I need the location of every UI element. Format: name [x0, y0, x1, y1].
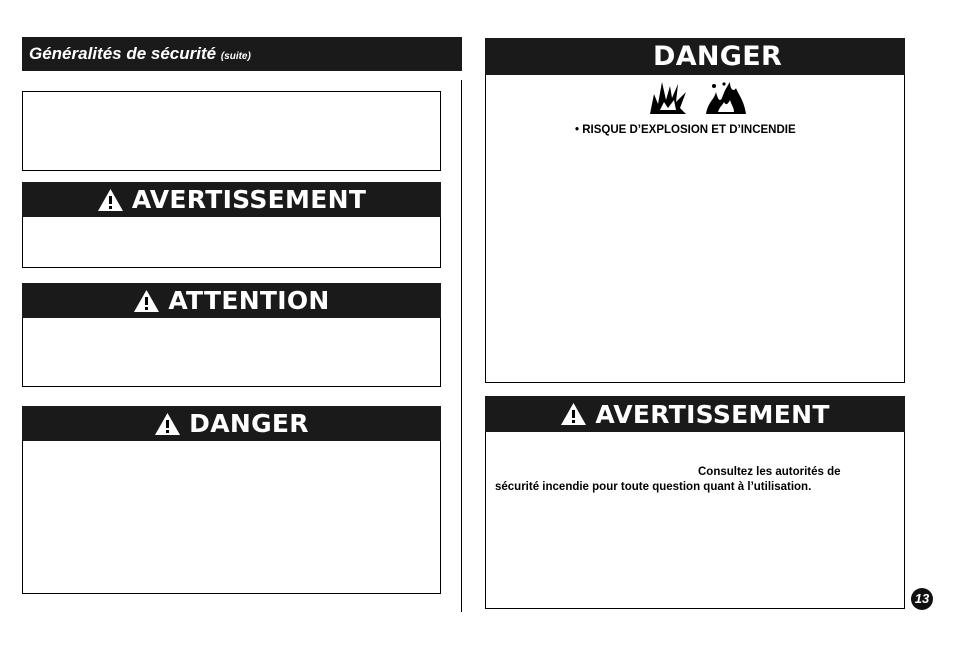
- danger-bar-right: [485, 38, 905, 75]
- avertissement-bar-left: [22, 182, 441, 217]
- warning-triangle-icon: [560, 402, 587, 426]
- danger-box-right: [485, 38, 905, 383]
- avertissement-label-right: AVERTISSEMENT: [595, 399, 830, 429]
- notice-box: [22, 91, 441, 171]
- attention-label: ATTENTION: [168, 286, 330, 315]
- section-title: Généralités de sécurité: [29, 44, 217, 63]
- avertissement-label-left: AVERTISSEMENT: [131, 185, 367, 214]
- fire-authority-text-line2: sécurité incendie pour toute question quant à l’utilisation.: [495, 481, 812, 493]
- explosion-icon: [648, 80, 688, 116]
- danger-bar-left: [22, 406, 441, 441]
- hazard-text: • RISQUE D’EXPLOSION ET D’INCENDIE: [575, 124, 796, 136]
- attention-bar: [22, 283, 441, 318]
- fire-icon: [704, 80, 748, 116]
- avertissement-bar-right: [485, 396, 905, 432]
- column-divider: [461, 80, 462, 612]
- danger-label-right: DANGER: [653, 41, 783, 72]
- warning-triangle-icon: [133, 289, 160, 313]
- section-header: [22, 37, 462, 71]
- fire-authority-text-line1: Consultez les autorités de: [698, 466, 841, 478]
- danger-label-left: DANGER: [189, 409, 309, 438]
- page-number: 13: [911, 588, 933, 610]
- warning-triangle-icon: [154, 412, 181, 436]
- section-title-suffix: (suite): [220, 51, 251, 62]
- warning-triangle-icon: [97, 188, 124, 212]
